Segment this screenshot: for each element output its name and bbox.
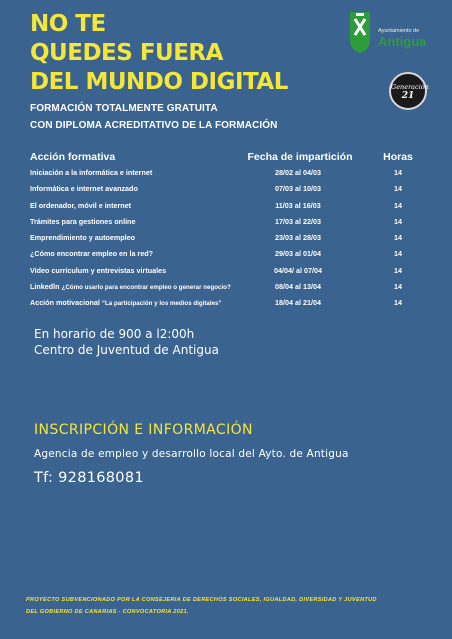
course-hours: 14 (394, 200, 402, 210)
course-hours: 14 (394, 184, 402, 194)
course-date: 17/03 al 22/03 (275, 216, 321, 226)
table-row (0, 184, 452, 200)
course-date: 07/03 al 10/03 (275, 184, 321, 194)
course-hours: 14 (394, 265, 402, 275)
course-name: ¿Cómo encontrar empleo en la red? (30, 249, 154, 259)
table-row (0, 282, 452, 298)
course-hours: 14 (394, 168, 402, 177)
table-row (0, 201, 452, 217)
agency-text: Agencia de empleo y desarrollo local del Ayto. de Antigua (34, 448, 349, 460)
header-date: Fecha de impartición (247, 151, 353, 163)
headline-line-2: QUEDES FUERA (30, 40, 223, 66)
course-name: Video currículum y entrevistas virtuales (30, 265, 167, 275)
table-row (0, 266, 452, 282)
course-name: Trámites para gestiones online (30, 216, 136, 226)
logo-caption: Ayuntamiento de (378, 28, 420, 34)
course-hours: 14 (394, 216, 402, 226)
headline-line-1: NO TE (30, 11, 106, 37)
course-date: 18/04 al 21/04 (275, 298, 321, 308)
schedule-hours: En horario de 900 a l2:00h (34, 327, 195, 341)
course-hours: 14 (394, 249, 402, 259)
course-name: Emprendimiento y autoempleo (30, 233, 136, 243)
footer-line-2: DEL GOBIERNO DE CANARIAS - CONVOCATORIA 2021. (26, 609, 189, 615)
schedule-info (34, 326, 219, 358)
course-name: El ordenador, móvil e internet (30, 200, 132, 210)
course-name: Linkedln (30, 282, 60, 292)
table-row (0, 217, 452, 233)
table-row (0, 249, 452, 265)
subtitle (30, 100, 278, 134)
course-date: 11/03 al 16/03 (275, 200, 321, 210)
course-hours: 14 (394, 233, 402, 243)
course-date: 29/03 al 01/04 (275, 249, 321, 259)
course-date: 28/02 al 04/03 (275, 168, 321, 177)
subtitle-line-1: FORMACIÓN TOTALMENTE GRATUITA (30, 103, 218, 114)
headline (30, 10, 288, 97)
course-date: 23/03 al 28/03 (275, 233, 321, 243)
course-hours: 14 (394, 282, 402, 292)
course-name: Informática e internet avanzado (30, 184, 138, 194)
header-action: Acción formativa (30, 151, 116, 163)
logo-name: Antigua (378, 34, 427, 49)
table-row (0, 233, 452, 249)
course-note: “La participación y los medios digitales” (101, 300, 222, 308)
footer-line-1: PROYECTO SUBVENCIONADO POR LA CONSEJERIA DE DERECHOS SOCIALES, IGUALDAD, DIVERSIDAD Y JUVENTUD (26, 597, 377, 603)
course-note: ¿Cómo usarlo para encontrar empleo o generar negocio? (61, 284, 231, 292)
headline-line-3: DEL MUNDO DIGITAL (30, 69, 288, 95)
ayuntamiento-logo (344, 10, 436, 58)
course-name: Iniciación a la informática e internet (30, 168, 153, 177)
course-table (0, 168, 452, 315)
course-hours: 14 (394, 298, 402, 308)
inscription-heading: INSCRIPCIÓN E INFORMACIÓN (34, 422, 253, 438)
course-date: 08/04 al 13/04 (275, 282, 321, 292)
subtitle-line-2: CON DIPLOMA ACREDITATIVO DE LA FORMACIÓN (30, 120, 278, 131)
table-row (0, 168, 452, 184)
generacion-21-badge (389, 72, 427, 110)
footer-note (26, 594, 436, 618)
badge-number: 21 (401, 91, 415, 101)
header-hours: Horas (383, 151, 413, 163)
shield-icon (347, 10, 373, 54)
table-row (0, 298, 452, 314)
schedule-location: Centro de Juventud de Antigua (34, 343, 219, 357)
badge-caption: Generación (391, 83, 429, 91)
course-date: 04/04/ al 07/04 (274, 265, 322, 275)
course-name: Acción motivacional (30, 298, 100, 308)
phone-number: Tf: 928168081 (34, 470, 144, 486)
table-header (0, 151, 452, 165)
